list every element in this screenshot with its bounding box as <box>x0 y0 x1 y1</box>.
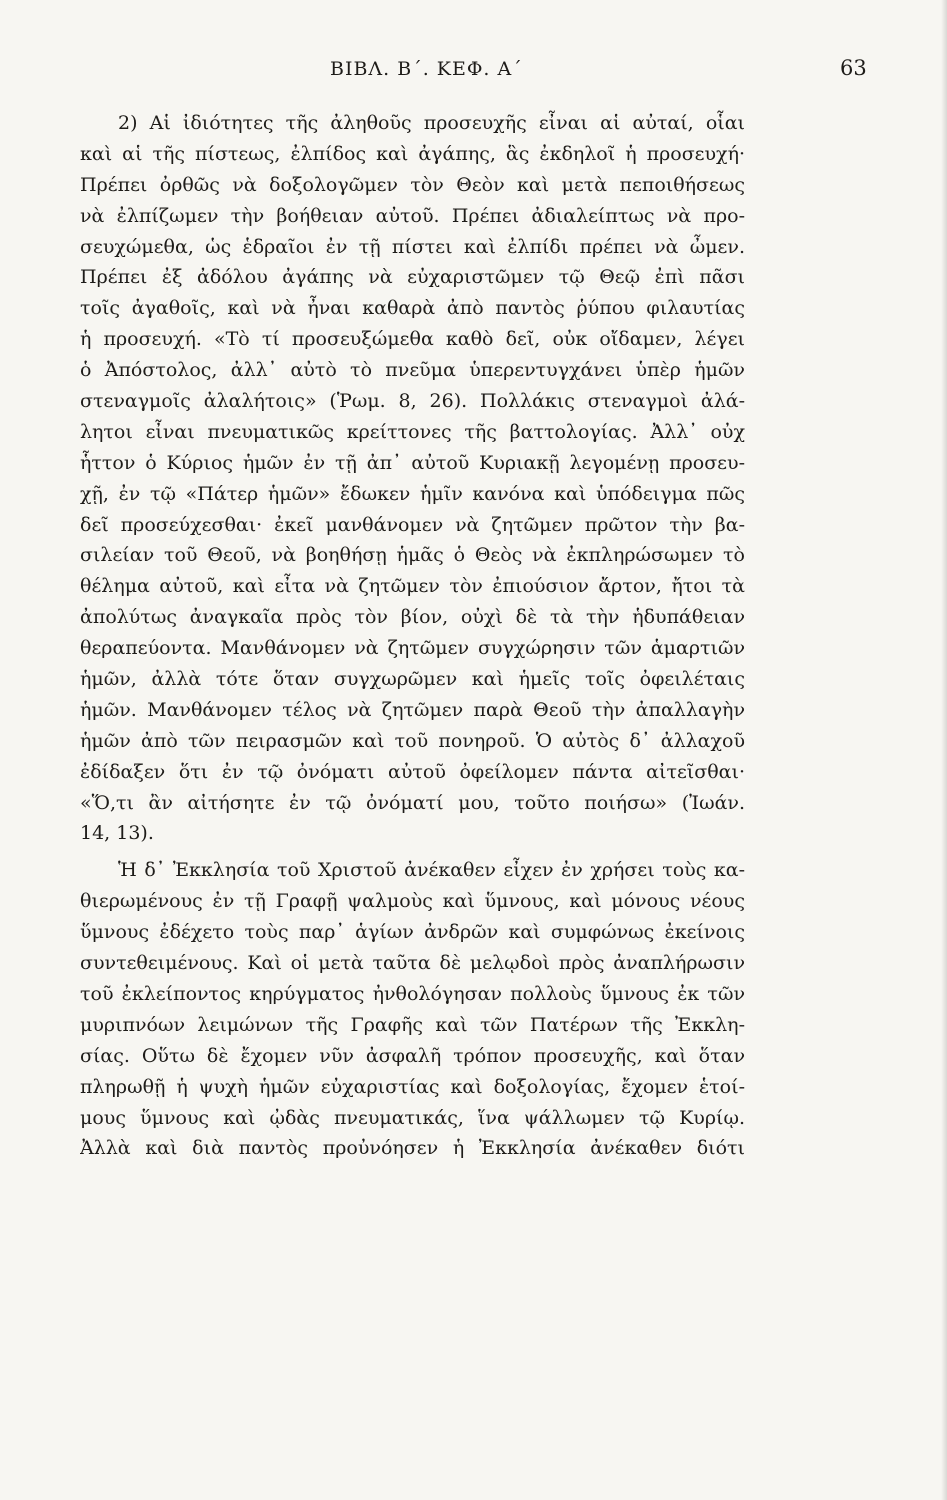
text-line: σευχώμεθα, ὡς ἑδραῖοι ἐν τῇ πίστει καὶ ἐλπίδι πρέπει νὰ ὦμεν. <box>80 235 745 258</box>
text-line: καὶ αἱ τῆς πίστεως, ἐλπίδος καὶ ἀγάπης, ἃς ἐκδηλοῖ ἡ προσευχή· <box>80 142 745 165</box>
text-line: θεραπεύοντα. Μανθάνομεν νὰ ζητῶμεν συγχώρησιν τῶν ἁμαρτιῶν <box>80 637 745 660</box>
text-line: θέλημα αὐτοῦ, καὶ εἶτα νὰ ζητῶμεν τὸν ἐπιούσιον ἄρτον, ἤτοι τὰ <box>80 575 745 598</box>
text-line: «Ὅ,τι ἂν αἰτήσητε ἐν τῷ ὀνόματί μου, τοῦτο ποιήσω» (Ἰωάν. <box>80 791 745 814</box>
text-line: ὕμνους ἐδέχετο τοὺς παρ᾽ ἁγίων ἀνδρῶν καὶ συμφώνως ἐκείνοις <box>80 921 745 944</box>
body-text <box>80 108 745 1164</box>
text-line: στεναγμοῖς ἀλαλήτοις» (Ῥωμ. 8, 26). Πολλάκις στεναγμοὶ ἀλά- <box>80 390 745 413</box>
text-line: ἀπολύτως ἀναγκαῖα πρὸς τὸν βίον, οὐχὶ δὲ τὰ τὴν ἡδυπάθειαν <box>80 606 745 629</box>
page-number: 63 <box>840 56 867 80</box>
text-line: σίας. Οὕτω δὲ ἔχομεν νῦν ἀσφαλῆ τρόπον προσευχῆς, καὶ ὅταν <box>80 1044 745 1067</box>
text-line: θιερωμένους ἐν τῇ Γραφῇ ψαλμοὺς καὶ ὕμνους, καὶ μόνους νέους <box>80 890 745 913</box>
text-line: ὁ Ἀπόστολος, ἀλλ᾽ αὐτὸ τὸ πνεῦμα ὑπερεντυγχάνει ὑπὲρ ἡμῶν <box>80 359 745 382</box>
text-line: 2) Αἱ ἰδιότητες τῆς ἀληθοῦς προσευχῆς εἶναι αἱ αὐταί, οἷαι <box>118 112 745 134</box>
text-line: Πρέπει ὀρθῶς νὰ δοξολογῶμεν τὸν Θεὸν καὶ μετὰ πεποιθήσεως <box>80 173 745 196</box>
text-line: ἡμῶν. Μανθάνομεν τέλος νὰ ζητῶμεν παρὰ Θεοῦ τὴν ἀπαλλαγὴν <box>80 698 745 721</box>
text-line: Πρέπει ἐξ ἀδόλου ἀγάπης νὰ εὐχαριστῶμεν τῷ Θεῷ ἐπὶ πᾶσι <box>80 266 745 289</box>
running-header: ΒΙΒΛ. Β΄. ΚΕΦ. Α΄ <box>330 58 523 80</box>
text-line: δεῖ προσεύχεσθαι· ἐκεῖ μανθάνομεν νὰ ζητῶμεν πρῶτον τὴν βα- <box>80 513 745 536</box>
text-line: τοῖς ἀγαθοῖς, καὶ νὰ ἦναι καθαρὰ ἀπὸ παντὸς ῥύπου φιλαυτίας <box>80 297 745 320</box>
paragraph-1 <box>80 108 745 849</box>
text-line: ἧττον ὁ Κύριος ἡμῶν ἐν τῇ ἀπ᾽ αὐτοῦ Κυριακῇ λεγομένῃ προσευ- <box>80 451 745 474</box>
text-line: μυριπνόων λειμώνων τῆς Γραφῆς καὶ τῶν Πατέρων τῆς Ἐκκλη- <box>80 1013 745 1036</box>
text-line: ἐδίδαξεν ὅτι ἐν τῷ ὀνόματι αὐτοῦ ὀφείλομεν πάντα αἰτεῖσθαι· <box>80 760 745 783</box>
text-line: σιλείαν τοῦ Θεοῦ, νὰ βοηθήσῃ ἡμᾶς ὁ Θεὸς νὰ ἐκπληρώσωμεν τὸ <box>80 544 745 567</box>
text-line: 14, 13). <box>80 822 154 845</box>
text-line: Ἀλλὰ καὶ διὰ παντὸς προὐνόησεν ἡ Ἐκκλησία ἀνέκαθεν διότι <box>80 1137 745 1160</box>
text-line: χῇ, ἐν τῷ «Πάτερ ἡμῶν» ἔδωκεν ἡμῖν κανόνα καὶ ὑπόδειγμα πῶς <box>80 482 745 505</box>
text-line: συντεθειμένους. Καὶ οἱ μετὰ ταῦτα δὲ μελῳδοὶ πρὸς ἀναπλήρωσιν <box>80 952 745 975</box>
text-line: ἡμῶν, ἀλλὰ τότε ὅταν συγχωρῶμεν καὶ ἡμεῖς τοῖς ὀφειλέταις <box>80 668 745 691</box>
text-line: λητοι εἶναι πνευματικῶς κρείττονες τῆς βαττολογίας. Ἀλλ᾽ οὐχ <box>80 420 745 443</box>
text-line: πληρωθῇ ἡ ψυχὴ ἡμῶν εὐχαριστίας καὶ δοξολογίας, ἔχομεν ἑτοί- <box>80 1075 745 1098</box>
text-line: Ἡ δ᾽ Ἐκκλησία τοῦ Χριστοῦ ἀνέκαθεν εἶχεν ἐν χρήσει τοὺς κα- <box>118 859 745 882</box>
page-edge-shadow <box>941 0 947 1500</box>
paragraph-2 <box>80 855 745 1164</box>
text-line: ἡ προσευχή. «Τὸ τί προσευξώμεθα καθὸ δεῖ, οὐκ οἴδαμεν, λέγει <box>80 328 745 351</box>
text-line: μους ὕμνους καὶ ᾠδὰς πνευματικάς, ἵνα ψάλλωμεν τῷ Κυρίῳ. <box>80 1106 745 1129</box>
text-line: ἡμῶν ἀπὸ τῶν πειρασμῶν καὶ τοῦ πονηροῦ. Ὁ αὐτὸς δ᾽ ἀλλαχοῦ <box>80 729 745 752</box>
text-line: τοῦ ἐκλείποντος κηρύγματος ἠνθολόγησαν πολλοὺς ὕμνους ἐκ τῶν <box>80 982 745 1005</box>
text-line: νὰ ἐλπίζωμεν τὴν βοήθειαν αὐτοῦ. Πρέπει ἀδιαλείπτως νὰ προ- <box>80 204 745 227</box>
